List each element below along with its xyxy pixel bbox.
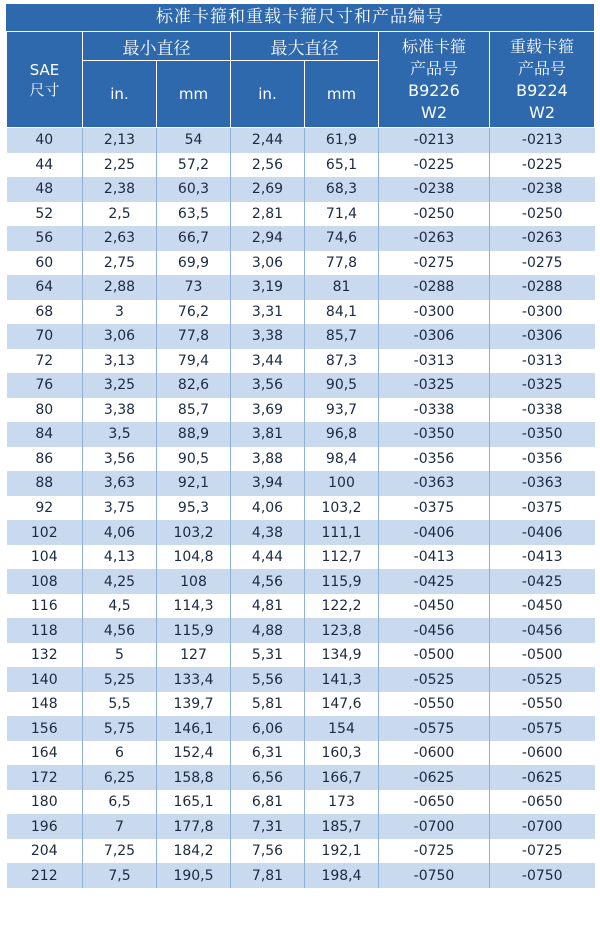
standard-clamp-code-cell: -0250 xyxy=(379,202,490,227)
sae-size-cell: 108 xyxy=(7,569,83,594)
max-mm-cell: 185,7 xyxy=(305,814,379,839)
standard-clamp-code-cell: -0263 xyxy=(379,226,490,251)
max-mm-cell: 90,5 xyxy=(305,373,379,398)
max-inch-cell: 5,81 xyxy=(231,692,305,717)
max-inch-cell: 4,88 xyxy=(231,618,305,643)
standard-clamp-code-cell: -0450 xyxy=(379,594,490,619)
sae-size-cell: 48 xyxy=(7,177,83,202)
sae-size-cell: 148 xyxy=(7,692,83,717)
max-mm-cell: 96,8 xyxy=(305,422,379,447)
heavy-duty-clamp-code-cell: -0725 xyxy=(490,839,595,864)
max-mm-cell: 141,3 xyxy=(305,667,379,692)
min-mm-cell: 73 xyxy=(157,275,231,300)
standard-clamp-code-cell: -0650 xyxy=(379,790,490,815)
max-inch-cell: 2,44 xyxy=(231,128,305,153)
max-inch-cell: 3,44 xyxy=(231,349,305,374)
standard-clamp-header-line1: 标准卡箍 xyxy=(401,36,466,56)
table-row xyxy=(7,545,595,570)
heavy-duty-clamp-code-cell: -0306 xyxy=(490,324,595,349)
heavy-duty-clamp-code-cell: -0550 xyxy=(490,692,595,717)
heavy-duty-clamp-code-cell: -0425 xyxy=(490,569,595,594)
min-inch-cell: 3,06 xyxy=(83,324,157,349)
heavy-duty-clamp-code-cell: -0525 xyxy=(490,667,595,692)
min-inch-unit-header: in. xyxy=(83,61,157,128)
min-mm-cell: 190,5 xyxy=(157,863,231,888)
min-inch-cell: 2,25 xyxy=(83,153,157,178)
max-inch-cell: 5,56 xyxy=(231,667,305,692)
min-mm-cell: 139,7 xyxy=(157,692,231,717)
sae-size-cell: 88 xyxy=(7,471,83,496)
standard-clamp-code-cell: -0350 xyxy=(379,422,490,447)
min-mm-cell: 158,8 xyxy=(157,765,231,790)
min-mm-cell: 146,1 xyxy=(157,716,231,741)
heavy-duty-clamp-header-line4: W2 xyxy=(529,102,555,122)
max-inch-cell: 2,56 xyxy=(231,153,305,178)
max-mm-cell: 112,7 xyxy=(305,545,379,570)
standard-clamp-code-cell: -0406 xyxy=(379,520,490,545)
sae-size-cell: 64 xyxy=(7,275,83,300)
max-inch-cell: 2,81 xyxy=(231,202,305,227)
max-mm-cell: 123,8 xyxy=(305,618,379,643)
table-row xyxy=(7,496,595,521)
max-inch-cell: 6,56 xyxy=(231,765,305,790)
table-row xyxy=(7,716,595,741)
heavy-duty-clamp-code-cell: -0338 xyxy=(490,398,595,423)
standard-clamp-code-cell: -0456 xyxy=(379,618,490,643)
min-inch-cell: 3 xyxy=(83,300,157,325)
standard-clamp-code-cell: -0306 xyxy=(379,324,490,349)
sae-size-cell: 180 xyxy=(7,790,83,815)
heavy-duty-clamp-code-cell: -0288 xyxy=(490,275,595,300)
min-inch-cell: 7,5 xyxy=(83,863,157,888)
min-inch-cell: 3,56 xyxy=(83,447,157,472)
standard-clamp-code-cell: -0375 xyxy=(379,496,490,521)
table-row xyxy=(7,202,595,227)
standard-clamp-code-cell: -0288 xyxy=(379,275,490,300)
heavy-duty-clamp-code-cell: -0750 xyxy=(490,863,595,888)
max-inch-cell: 4,38 xyxy=(231,520,305,545)
min-mm-cell: 104,8 xyxy=(157,545,231,570)
min-inch-cell: 4,56 xyxy=(83,618,157,643)
min-inch-cell: 4,13 xyxy=(83,545,157,570)
min-inch-cell: 3,5 xyxy=(83,422,157,447)
min-mm-cell: 114,3 xyxy=(157,594,231,619)
max-mm-cell: 198,4 xyxy=(305,863,379,888)
min-mm-cell: 152,4 xyxy=(157,741,231,766)
max-mm-cell: 74,6 xyxy=(305,226,379,251)
min-mm-cell: 85,7 xyxy=(157,398,231,423)
heavy-duty-clamp-code-cell: -0313 xyxy=(490,349,595,374)
table-row xyxy=(7,741,595,766)
min-inch-cell: 2,88 xyxy=(83,275,157,300)
standard-clamp-code-cell: -0750 xyxy=(379,863,490,888)
min-mm-cell: 95,3 xyxy=(157,496,231,521)
min-inch-cell: 6,5 xyxy=(83,790,157,815)
table-row xyxy=(7,153,595,178)
heavy-duty-clamp-code-cell: -0363 xyxy=(490,471,595,496)
table-row xyxy=(7,251,595,276)
min-mm-cell: 60,3 xyxy=(157,177,231,202)
min-mm-cell: 115,9 xyxy=(157,618,231,643)
min-mm-cell: 82,6 xyxy=(157,373,231,398)
table-row xyxy=(7,814,595,839)
min-mm-cell: 66,7 xyxy=(157,226,231,251)
sae-size-cell: 196 xyxy=(7,814,83,839)
max-inch-cell: 7,56 xyxy=(231,839,305,864)
max-mm-cell: 77,8 xyxy=(305,251,379,276)
max-inch-cell: 7,31 xyxy=(231,814,305,839)
max-inch-cell: 3,19 xyxy=(231,275,305,300)
table-row xyxy=(7,790,595,815)
min-inch-cell: 2,63 xyxy=(83,226,157,251)
min-inch-cell: 5,75 xyxy=(83,716,157,741)
max-inch-cell: 3,81 xyxy=(231,422,305,447)
max-mm-cell: 93,7 xyxy=(305,398,379,423)
max-inch-cell: 4,44 xyxy=(231,545,305,570)
max-mm-cell: 173 xyxy=(305,790,379,815)
sae-size-cell: 204 xyxy=(7,839,83,864)
max-mm-cell: 103,2 xyxy=(305,496,379,521)
sae-size-cell: 86 xyxy=(7,447,83,472)
standard-clamp-code-cell: -0600 xyxy=(379,741,490,766)
sae-size-cell: 70 xyxy=(7,324,83,349)
table-row xyxy=(7,618,595,643)
max-inch-cell: 3,69 xyxy=(231,398,305,423)
sae-size-header xyxy=(7,32,83,128)
min-inch-cell: 5,5 xyxy=(83,692,157,717)
heavy-duty-clamp-code-cell: -0250 xyxy=(490,202,595,227)
table-row xyxy=(7,300,595,325)
heavy-duty-clamp-code-cell: -0575 xyxy=(490,716,595,741)
table-title: 标准卡箍和重载卡箍尺寸和产品编号 xyxy=(6,4,594,31)
sae-size-cell: 212 xyxy=(7,863,83,888)
max-inch-cell: 3,56 xyxy=(231,373,305,398)
heavy-duty-clamp-code-cell: -0225 xyxy=(490,153,595,178)
max-diameter-header: 最大直径 xyxy=(231,32,379,61)
sae-size-cell: 140 xyxy=(7,667,83,692)
max-inch-cell: 3,31 xyxy=(231,300,305,325)
min-diameter-header: 最小直径 xyxy=(83,32,231,61)
standard-clamp-header-line2: 产品号 xyxy=(409,58,458,78)
min-inch-cell: 3,63 xyxy=(83,471,157,496)
max-mm-cell: 111,1 xyxy=(305,520,379,545)
sae-size-cell: 40 xyxy=(7,128,83,153)
min-inch-cell: 2,13 xyxy=(83,128,157,153)
max-inch-unit-header: in. xyxy=(231,61,305,128)
min-inch-cell: 2,38 xyxy=(83,177,157,202)
table-row xyxy=(7,839,595,864)
table-row xyxy=(7,692,595,717)
min-mm-cell: 127 xyxy=(157,643,231,668)
heavy-duty-clamp-code-cell: -0300 xyxy=(490,300,595,325)
max-mm-cell: 71,4 xyxy=(305,202,379,227)
min-inch-cell: 4,25 xyxy=(83,569,157,594)
standard-clamp-code-cell: -0363 xyxy=(379,471,490,496)
max-mm-cell: 147,6 xyxy=(305,692,379,717)
table-row xyxy=(7,275,595,300)
min-mm-cell: 184,2 xyxy=(157,839,231,864)
heavy-duty-clamp-code-cell: -0600 xyxy=(490,741,595,766)
max-mm-cell: 65,1 xyxy=(305,153,379,178)
heavy-duty-clamp-header-line3: B9224 xyxy=(516,80,568,100)
sae-size-cell: 156 xyxy=(7,716,83,741)
table-row xyxy=(7,765,595,790)
heavy-duty-clamp-header-line2: 产品号 xyxy=(517,58,566,78)
max-mm-cell: 81 xyxy=(305,275,379,300)
max-mm-cell: 192,1 xyxy=(305,839,379,864)
sae-size-cell: 52 xyxy=(7,202,83,227)
heavy-duty-clamp-code-cell: -0263 xyxy=(490,226,595,251)
min-mm-cell: 69,9 xyxy=(157,251,231,276)
min-inch-cell: 7 xyxy=(83,814,157,839)
standard-clamp-code-cell: -0313 xyxy=(379,349,490,374)
table-row xyxy=(7,447,595,472)
max-mm-cell: 87,3 xyxy=(305,349,379,374)
heavy-duty-clamp-code-cell: -0500 xyxy=(490,643,595,668)
sae-size-cell: 60 xyxy=(7,251,83,276)
max-mm-cell: 154 xyxy=(305,716,379,741)
sae-size-cell: 102 xyxy=(7,520,83,545)
min-inch-cell: 6,25 xyxy=(83,765,157,790)
min-inch-cell: 2,75 xyxy=(83,251,157,276)
sae-size-cell: 44 xyxy=(7,153,83,178)
table-row xyxy=(7,177,595,202)
standard-clamp-code-cell: -0625 xyxy=(379,765,490,790)
min-inch-cell: 3,75 xyxy=(83,496,157,521)
standard-clamp-code-cell: -0413 xyxy=(379,545,490,570)
table-row xyxy=(7,324,595,349)
min-mm-cell: 57,2 xyxy=(157,153,231,178)
table-row xyxy=(7,520,595,545)
min-mm-cell: 63,5 xyxy=(157,202,231,227)
max-inch-cell: 6,31 xyxy=(231,741,305,766)
min-mm-cell: 103,2 xyxy=(157,520,231,545)
min-inch-cell: 4,06 xyxy=(83,520,157,545)
max-inch-cell: 4,06 xyxy=(231,496,305,521)
table-row xyxy=(7,594,595,619)
max-inch-cell: 2,69 xyxy=(231,177,305,202)
standard-clamp-code-cell: -0425 xyxy=(379,569,490,594)
table-header xyxy=(7,32,595,128)
table-row xyxy=(7,373,595,398)
table-row xyxy=(7,226,595,251)
table-row xyxy=(7,569,595,594)
max-mm-cell: 98,4 xyxy=(305,447,379,472)
standard-clamp-code-cell: -0325 xyxy=(379,373,490,398)
sae-size-cell: 76 xyxy=(7,373,83,398)
heavy-duty-clamp-code-cell: -0456 xyxy=(490,618,595,643)
max-mm-cell: 84,1 xyxy=(305,300,379,325)
sae-header-line2: 尺寸 xyxy=(29,80,60,99)
standard-clamp-header xyxy=(379,32,490,128)
heavy-duty-clamp-code-cell: -0625 xyxy=(490,765,595,790)
standard-clamp-code-cell: -0275 xyxy=(379,251,490,276)
standard-clamp-code-cell: -0500 xyxy=(379,643,490,668)
max-mm-cell: 122,2 xyxy=(305,594,379,619)
standard-clamp-code-cell: -0525 xyxy=(379,667,490,692)
standard-clamp-code-cell: -0550 xyxy=(379,692,490,717)
min-inch-cell: 6 xyxy=(83,741,157,766)
max-mm-cell: 68,3 xyxy=(305,177,379,202)
min-mm-cell: 77,8 xyxy=(157,324,231,349)
standard-clamp-code-cell: -0575 xyxy=(379,716,490,741)
max-inch-cell: 6,81 xyxy=(231,790,305,815)
max-inch-cell: 5,31 xyxy=(231,643,305,668)
standard-clamp-code-cell: -0238 xyxy=(379,177,490,202)
max-mm-unit-header: mm xyxy=(305,61,379,128)
max-inch-cell: 4,56 xyxy=(231,569,305,594)
table-row xyxy=(7,128,595,153)
max-inch-cell: 3,38 xyxy=(231,324,305,349)
min-mm-cell: 76,2 xyxy=(157,300,231,325)
heavy-duty-clamp-code-cell: -0350 xyxy=(490,422,595,447)
table-body xyxy=(7,128,595,888)
heavy-duty-clamp-header-line1: 重载卡箍 xyxy=(509,36,574,56)
sae-size-cell: 80 xyxy=(7,398,83,423)
sae-size-cell: 56 xyxy=(7,226,83,251)
heavy-duty-clamp-code-cell: -0406 xyxy=(490,520,595,545)
sae-size-cell: 132 xyxy=(7,643,83,668)
max-mm-cell: 85,7 xyxy=(305,324,379,349)
max-mm-cell: 100 xyxy=(305,471,379,496)
table-row xyxy=(7,422,595,447)
min-mm-cell: 177,8 xyxy=(157,814,231,839)
min-inch-cell: 7,25 xyxy=(83,839,157,864)
min-mm-cell: 54 xyxy=(157,128,231,153)
min-mm-cell: 133,4 xyxy=(157,667,231,692)
max-mm-cell: 61,9 xyxy=(305,128,379,153)
table-row xyxy=(7,398,595,423)
max-mm-cell: 115,9 xyxy=(305,569,379,594)
max-mm-cell: 134,9 xyxy=(305,643,379,668)
min-inch-cell: 5,25 xyxy=(83,667,157,692)
heavy-duty-clamp-code-cell: -0275 xyxy=(490,251,595,276)
sae-size-cell: 116 xyxy=(7,594,83,619)
heavy-duty-clamp-code-cell: -0238 xyxy=(490,177,595,202)
standard-clamp-code-cell: -0300 xyxy=(379,300,490,325)
max-inch-cell: 7,81 xyxy=(231,863,305,888)
sae-size-cell: 164 xyxy=(7,741,83,766)
standard-clamp-code-cell: -0338 xyxy=(379,398,490,423)
max-inch-cell: 3,94 xyxy=(231,471,305,496)
min-inch-cell: 4,5 xyxy=(83,594,157,619)
table-row xyxy=(7,667,595,692)
heavy-duty-clamp-code-cell: -0325 xyxy=(490,373,595,398)
table-row xyxy=(7,471,595,496)
max-inch-cell: 2,94 xyxy=(231,226,305,251)
sae-header-line1: SAE xyxy=(29,60,60,79)
sae-size-cell: 84 xyxy=(7,422,83,447)
heavy-duty-clamp-code-cell: -0700 xyxy=(490,814,595,839)
standard-clamp-code-cell: -0356 xyxy=(379,447,490,472)
standard-clamp-code-cell: -0725 xyxy=(379,839,490,864)
min-mm-unit-header: mm xyxy=(157,61,231,128)
min-inch-cell: 3,25 xyxy=(83,373,157,398)
table-row xyxy=(7,349,595,374)
sae-size-cell: 68 xyxy=(7,300,83,325)
min-mm-cell: 165,1 xyxy=(157,790,231,815)
sae-size-cell: 72 xyxy=(7,349,83,374)
sae-size-cell: 92 xyxy=(7,496,83,521)
max-inch-cell: 4,81 xyxy=(231,594,305,619)
min-inch-cell: 2,5 xyxy=(83,202,157,227)
table-row xyxy=(7,643,595,668)
sae-size-cell: 118 xyxy=(7,618,83,643)
standard-clamp-code-cell: -0213 xyxy=(379,128,490,153)
max-inch-cell: 6,06 xyxy=(231,716,305,741)
heavy-duty-clamp-code-cell: -0213 xyxy=(490,128,595,153)
standard-clamp-code-cell: -0700 xyxy=(379,814,490,839)
min-inch-cell: 3,38 xyxy=(83,398,157,423)
heavy-duty-clamp-code-cell: -0413 xyxy=(490,545,595,570)
table-row xyxy=(7,863,595,888)
sae-size-cell: 172 xyxy=(7,765,83,790)
min-mm-cell: 88,9 xyxy=(157,422,231,447)
heavy-duty-clamp-code-cell: -0375 xyxy=(490,496,595,521)
max-inch-cell: 3,06 xyxy=(231,251,305,276)
max-inch-cell: 3,88 xyxy=(231,447,305,472)
heavy-duty-clamp-code-cell: -0356 xyxy=(490,447,595,472)
min-mm-cell: 79,4 xyxy=(157,349,231,374)
heavy-duty-clamp-header xyxy=(490,32,595,128)
standard-clamp-header-line4: W2 xyxy=(421,102,447,122)
min-mm-cell: 108 xyxy=(157,569,231,594)
min-inch-cell: 3,13 xyxy=(83,349,157,374)
min-mm-cell: 90,5 xyxy=(157,447,231,472)
clamp-size-table xyxy=(6,31,595,888)
clamp-size-sheet xyxy=(6,4,594,921)
min-inch-cell: 5 xyxy=(83,643,157,668)
standard-clamp-header-line3: B9226 xyxy=(408,80,460,100)
heavy-duty-clamp-code-cell: -0450 xyxy=(490,594,595,619)
min-mm-cell: 92,1 xyxy=(157,471,231,496)
sae-size-cell: 104 xyxy=(7,545,83,570)
heavy-duty-clamp-code-cell: -0650 xyxy=(490,790,595,815)
max-mm-cell: 160,3 xyxy=(305,741,379,766)
max-mm-cell: 166,7 xyxy=(305,765,379,790)
standard-clamp-code-cell: -0225 xyxy=(379,153,490,178)
